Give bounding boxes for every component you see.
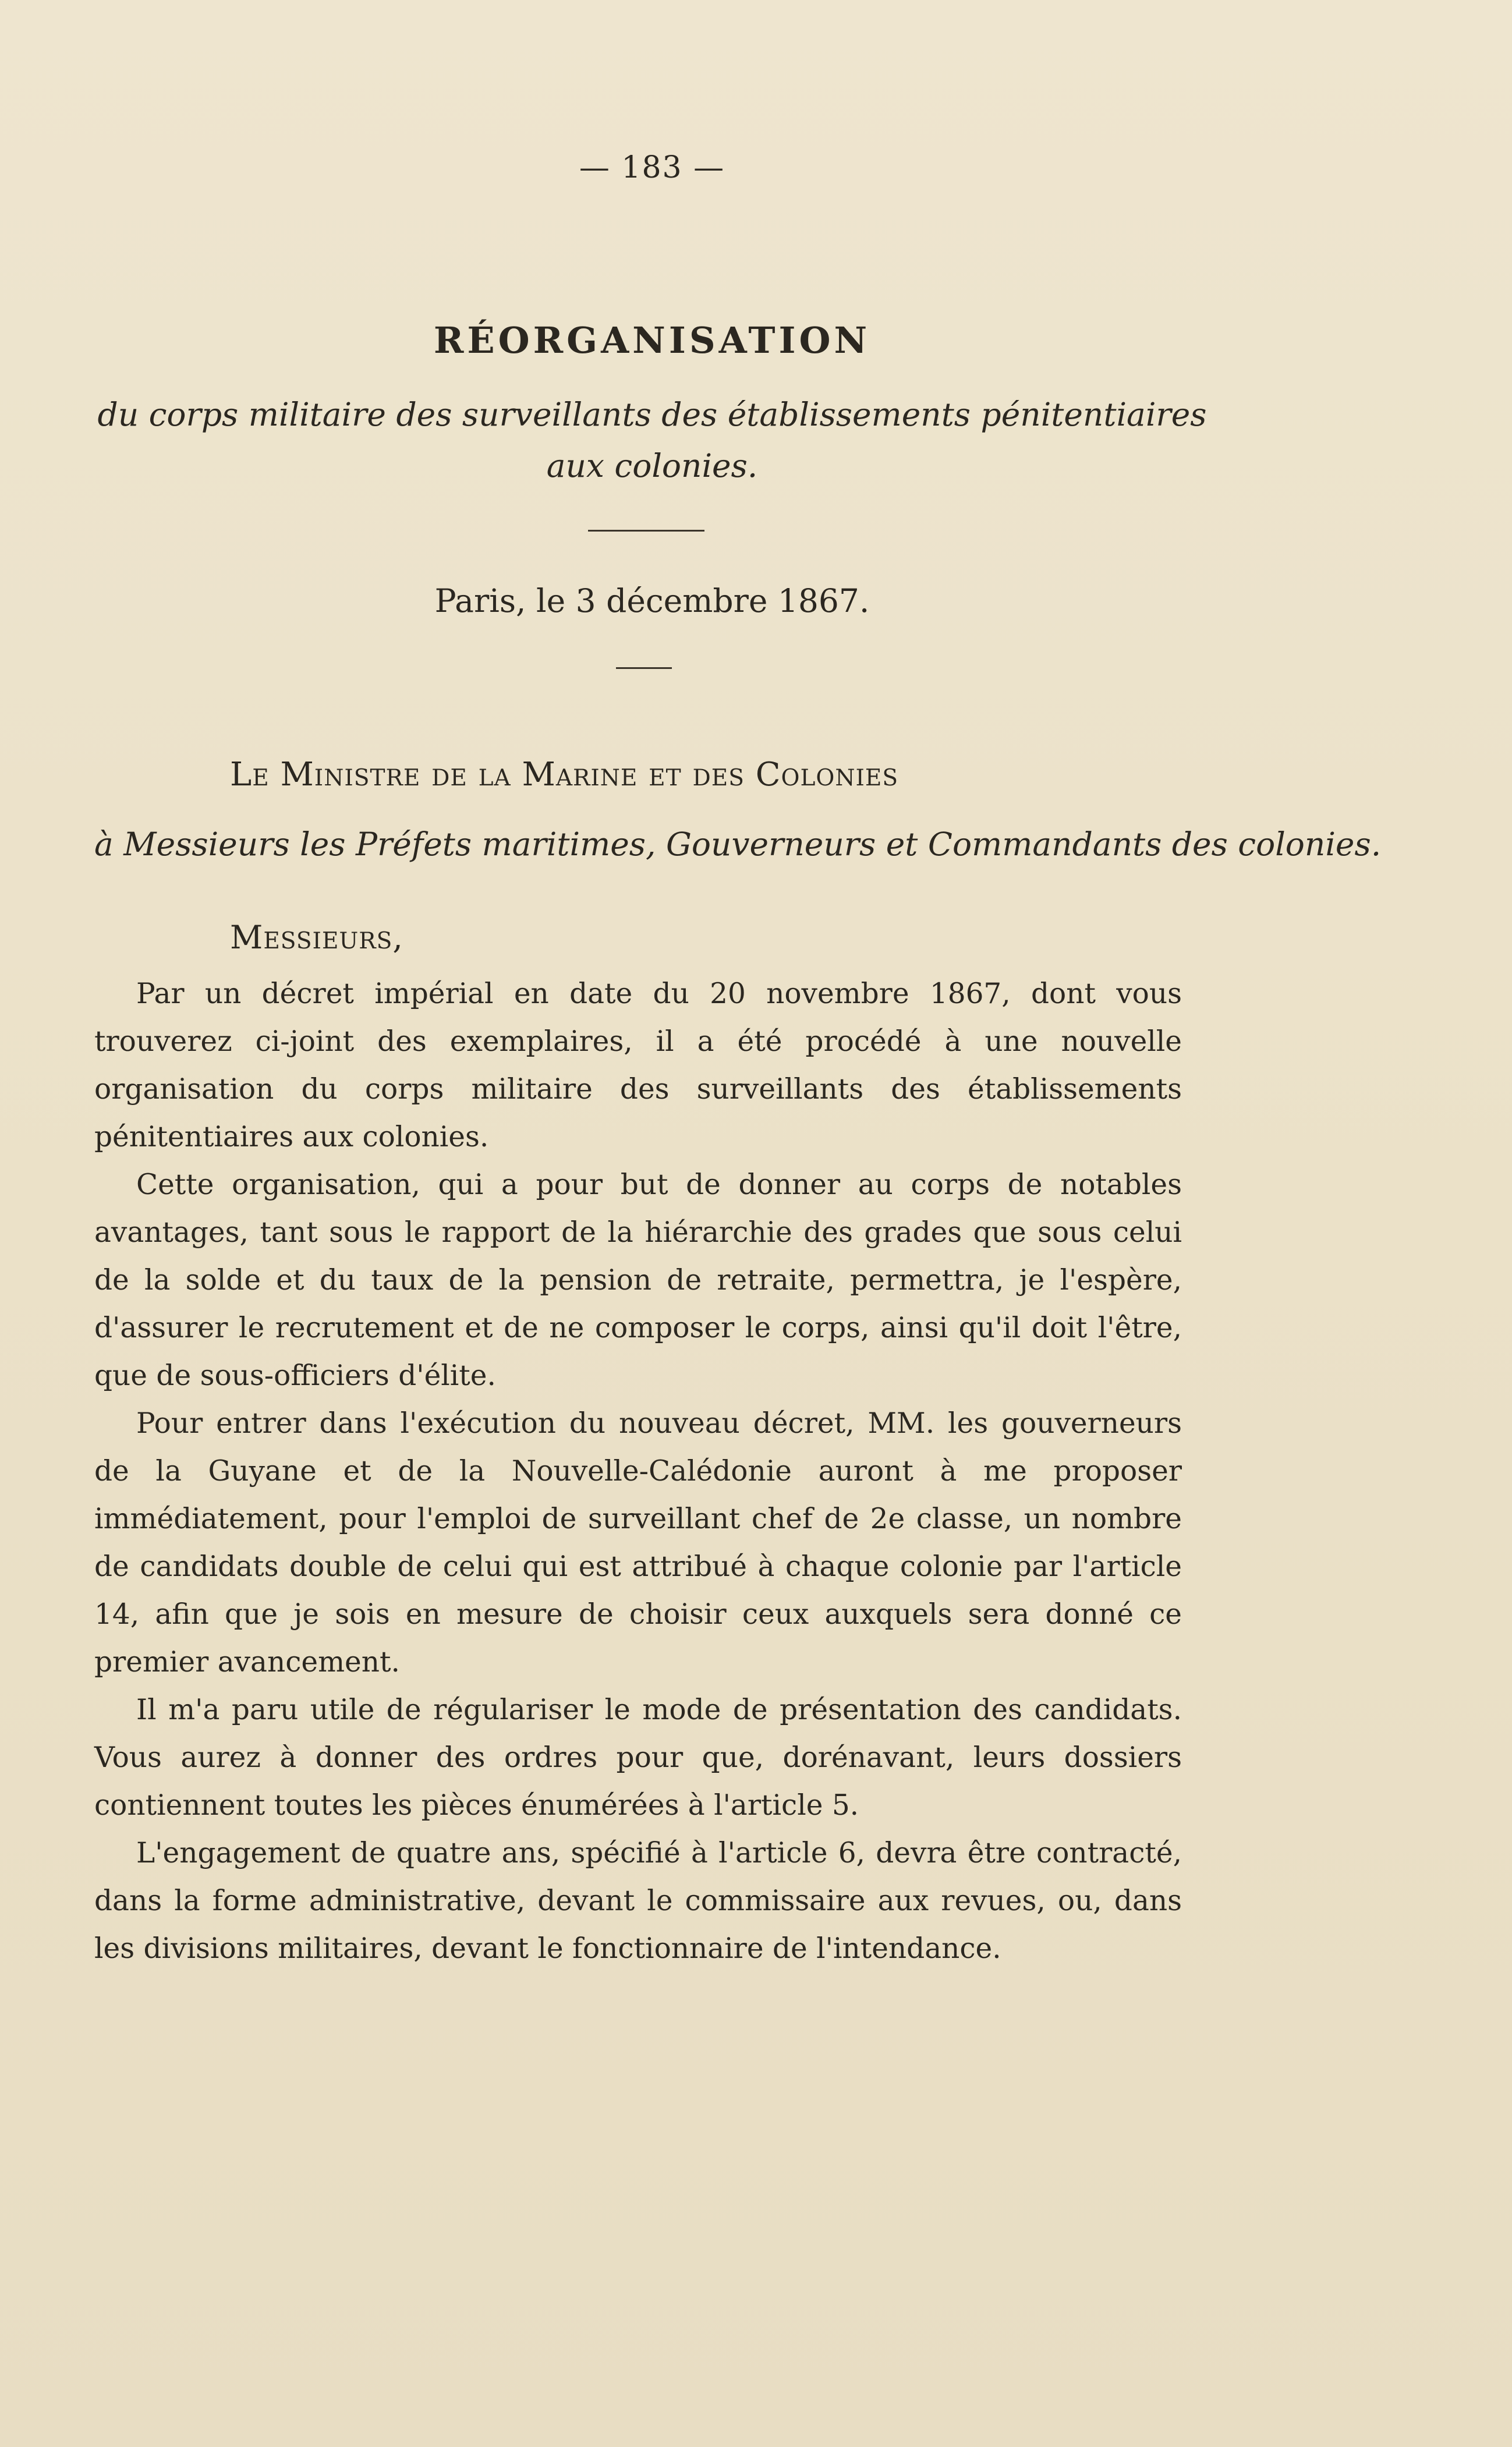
paragraph: Il m'a paru utile de régulariser le mode de présentation des candidats. Vous aurez à donner des ordres pour que, dorénavant, leurs dossiers contiennent toutes les pièces énumérées à l'article 5.	[94, 1694, 1182, 1822]
paragraph: Pour entrer dans l'exécution du nouveau décret, MM. les gouverneurs de la Guyane et de la Nouvelle-Calédonie auront à me proposer immédiatement, pour l'emploi de surveillant chef de 2e classe, un nombre de candidats double de celui qui est attribué à chaque colonie par l'article 14, afin que je sois en mesure de choisir ceux auxquels sera donné ce premier avancement.	[94, 1407, 1182, 1678]
place-date: Paris, le 3 décembre 1867.	[434, 582, 870, 619]
page-number: — 183 —	[579, 150, 725, 185]
letter-body	[94, 970, 1182, 1973]
separator-rule-short	[616, 667, 672, 669]
separator-rule	[588, 530, 704, 532]
letter-salutation: Messieurs,	[230, 919, 403, 956]
paragraph: Par un décret impérial en date du 20 novembre 1867, dont vous trouverez ci-joint des exemplaires, il a été procédé à une nouvelle organisation du corps militaire des surveillants des établissements pénitentiaires aux colonies.	[94, 978, 1182, 1153]
letter-recipients: à Messieurs les Préfets maritimes, Gouverneurs et Commandants des colonies.	[94, 826, 1382, 863]
document-subtitle-line-2: aux colonies.	[546, 447, 758, 484]
document-title: RÉORGANISATION	[433, 319, 871, 362]
paragraph: L'engagement de quatre ans, spécifié à l'article 6, devra être contracté, dans la forme administrative, devant le commissaire aux revues, ou, dans les divisions militaires, devant le fonctionnaire de l'intendance.	[94, 1837, 1182, 1965]
paragraph: Cette organisation, qui a pour but de donner au corps de notables avantages, tant sous le rapport de la hiérarchie des grades que sous celui de la solde et du taux de la pension de retraite, permettra, je l'espère, d'assurer le recrutement et de ne composer le corps, ainsi qu'il doit l'être, que de sous-officiers d'élite.	[94, 1168, 1182, 1392]
document-subtitle-line-1: du corps militaire des surveillants des établissements pénitentiaires	[97, 396, 1207, 433]
letter-sender: Le Ministre de la Marine et des Colonies	[230, 756, 899, 794]
